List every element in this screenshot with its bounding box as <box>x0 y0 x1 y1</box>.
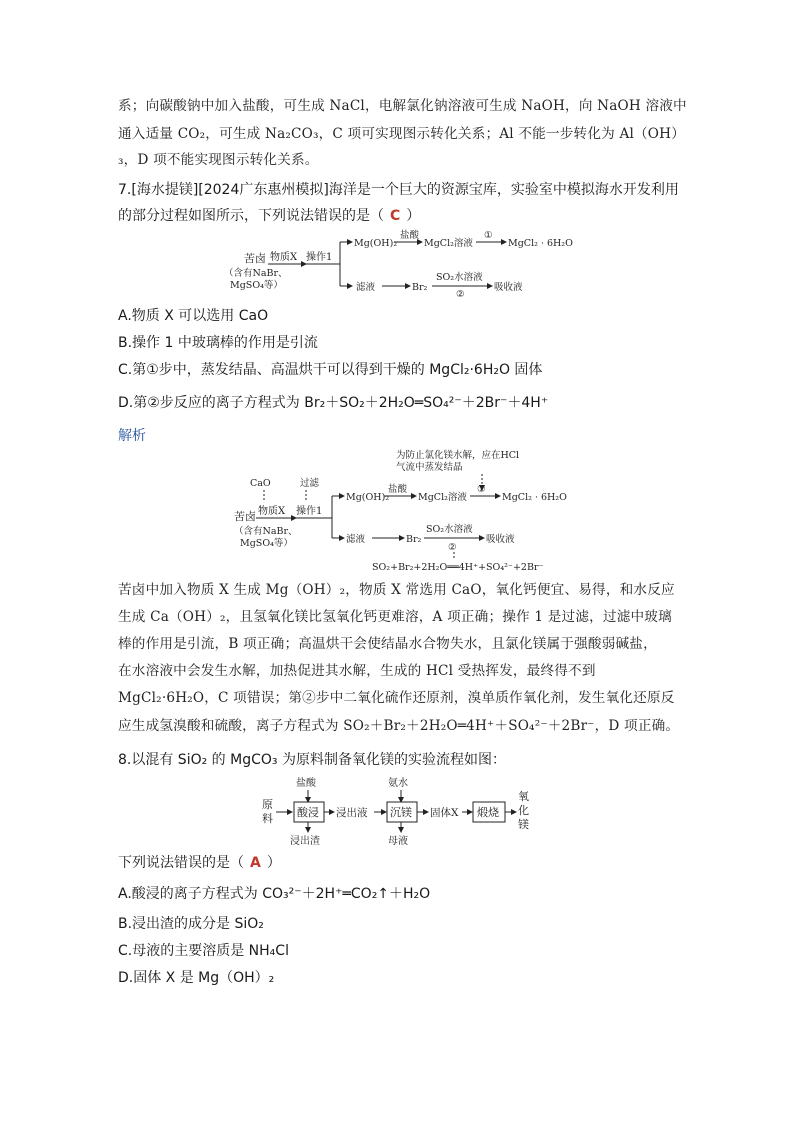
q8-mother-liquor: 母液 <box>388 836 408 846</box>
svg-text:SO₂水溶液: SO₂水溶液 <box>426 524 473 535</box>
analysis-label: 解析 <box>118 428 146 444</box>
svg-text:Br₂: Br₂ <box>406 534 422 545</box>
q8-raw-2: 料 <box>262 812 273 825</box>
q8-option-d: D.固体 X 是 Mg（OH）₂ <box>118 970 275 986</box>
svg-text:MgCl₂溶液: MgCl₂溶液 <box>418 492 467 503</box>
q7-filtrate: 滤液 <box>356 282 376 293</box>
q7-flow-diagram <box>210 228 610 298</box>
q7-step-2: ② <box>456 289 465 298</box>
q7-stem-text: 的部分过程如图所示，下列说法错误的是（ <box>118 208 384 224</box>
svg-text:②: ② <box>448 542 457 553</box>
q8-question-text: 下列说法错误的是（ <box>118 855 244 871</box>
q7-mgcl2-hydrate: MgCl₂ · 6H₂O <box>508 238 573 249</box>
q8-option-c: C.母液的主要溶质是 NH₄Cl <box>118 943 289 959</box>
q8-ammonia: 氨水 <box>388 778 408 789</box>
q7-stem-close: ） <box>406 208 421 224</box>
q8-acid-leach: 酸浸 <box>297 806 319 819</box>
q7-br2: Br₂ <box>412 282 428 293</box>
q8-mgo-2: 化 <box>518 804 529 817</box>
analysis-note-1: 为防止氯化镁水解，应在HCl <box>396 450 520 461</box>
explanation-line-2: 通入适量 CO₂，可生成 Na₂CO₃，C 项可实现图示转化关系；Al 不能一步转化为 Al（OH） <box>118 126 685 142</box>
analysis-brine: 苦卤 <box>234 510 256 523</box>
q8-precip: 沉镁 <box>390 806 412 819</box>
q7-mgcl2-solution: MgCl₂溶液 <box>424 238 473 249</box>
q8-question <box>118 853 281 873</box>
q8-question-close: ） <box>266 855 281 871</box>
q8-solid-x: 固体X <box>430 807 459 819</box>
q7-explanation-line-3: 棒的作用是引流，B 项正确；高温烘干会使结晶水合物失水，且氯化镁属于强酸弱碱盐， <box>118 636 657 652</box>
analysis-equation: SO₂+Br₂+2H₂O══4H⁺+SO₄²⁻+2Br⁻ <box>372 562 544 573</box>
q7-brine-note-1: （含有NaBr、 <box>224 268 288 279</box>
q7-brine-note-2: MgSO₄等） <box>230 280 283 291</box>
svg-text:（含有NaBr、: （含有NaBr、 <box>234 526 298 537</box>
q7-absorb: 吸收液 <box>494 282 523 293</box>
q7-op1: 操作1 <box>306 252 333 263</box>
q8-stem: 8.以混有 SiO₂ 的 MgCO₃ 为原料制备氧化镁的实验流程如图： <box>118 752 506 768</box>
svg-text:物质X: 物质X <box>258 506 286 517</box>
q8-mgo-3: 镁 <box>518 818 529 831</box>
q7-stem-line-1: 7.[海水提镁][2024广东惠州模拟]海洋是一个巨大的资源宝库，实验室中模拟海水开发利用 <box>118 182 679 198</box>
q7-brine: 苦卤 <box>244 252 266 265</box>
q8-hcl: 盐酸 <box>296 778 316 789</box>
svg-text:①: ① <box>477 484 486 495</box>
q7-stem-line-2 <box>118 206 420 226</box>
svg-text:吸收液: 吸收液 <box>486 534 515 545</box>
q8-option-a: A.酸浸的离子方程式为 CO₃²⁻＋2H⁺═CO₂↑＋H₂O <box>118 886 431 902</box>
analysis-note-2: 气流中蒸发结晶 <box>396 462 463 473</box>
analysis-filtration: 过滤 <box>300 478 320 489</box>
analysis-cao: CaO <box>250 478 271 489</box>
q7-reagent-x: 物质X <box>270 252 298 263</box>
q7-so2-solution: SO₂水溶液 <box>436 272 483 283</box>
svg-text:盐酸: 盐酸 <box>388 484 408 495</box>
q8-option-b: B.浸出渣的成分是 SiO₂ <box>118 916 264 932</box>
q8-raw-1: 原 <box>262 798 273 811</box>
q7-hcl: 盐酸 <box>400 230 420 241</box>
q8-answer: A <box>250 855 261 871</box>
svg-text:MgSO₄等）: MgSO₄等） <box>240 538 293 549</box>
q8-residue: 浸出渣 <box>290 836 320 846</box>
q7-option-a: A.物质 X 可以选用 CaO <box>118 308 269 324</box>
q8-leachate: 浸出液 <box>336 807 368 819</box>
q7-option-b: B.操作 1 中玻璃棒的作用是引流 <box>118 335 318 351</box>
q7-explanation-line-6: 应生成氢溴酸和硫酸，离子方程式为 SO₂＋Br₂＋2H₂O═4H⁺＋SO₄²⁻＋2Br⁻，D 项正确。 <box>118 718 680 734</box>
svg-text:MgCl₂ · 6H₂O: MgCl₂ · 6H₂O <box>502 492 567 503</box>
q7-step-1: ① <box>484 230 493 241</box>
q7-mgoh2: Mg(OH)₂ <box>354 238 398 249</box>
q7-option-c: C.第①步中，蒸发结晶、高温烘干可以得到干燥的 MgCl₂·6H₂O 固体 <box>118 362 543 378</box>
svg-text:滤液: 滤液 <box>346 534 366 545</box>
q8-calcine: 煅烧 <box>477 806 499 819</box>
q8-flow-diagram <box>250 774 540 846</box>
q7-analysis-diagram <box>220 446 600 574</box>
q7-explanation-line-1: 苦卤中加入物质 X 生成 Mg（OH）₂，物质 X 常选用 CaO，氧化钙便宜、易得，和水反应 <box>118 582 675 598</box>
q7-explanation-line-2: 生成 Ca（OH）₂，且氢氧化镁比氢氧化钙更难溶，A 项正确；操作 1 是过滤，过滤中玻璃 <box>118 609 672 625</box>
explanation-line-3: ₃，D 项不能实现图示转化关系。 <box>118 152 319 168</box>
q7-explanation-line-4: 在水溶液中会发生水解，加热促进其水解，生成的 HCl 受热挥发，最终得不到 <box>118 663 596 679</box>
q7-option-d: D.第②步反应的离子方程式为 Br₂＋SO₂＋2H₂O═SO₄²⁻＋2Br⁻＋4H⁺ <box>118 395 549 411</box>
svg-text:Mg(OH)₂: Mg(OH)₂ <box>346 492 390 503</box>
q7-answer: C <box>390 208 401 224</box>
explanation-line-1: 系；向碳酸钠中加入盐酸，可生成 NaCl，电解氯化钠溶液可生成 NaOH，向 NaOH 溶液中 <box>118 98 687 114</box>
q7-explanation-line-5: MgCl₂·6H₂O，C 项错误；第②步中二氧化硫作还原剂，溴单质作氧化剂，发生氧化还原反 <box>118 690 675 706</box>
q8-mgo-1: 氧 <box>518 790 529 803</box>
svg-text:操作1: 操作1 <box>296 506 323 517</box>
